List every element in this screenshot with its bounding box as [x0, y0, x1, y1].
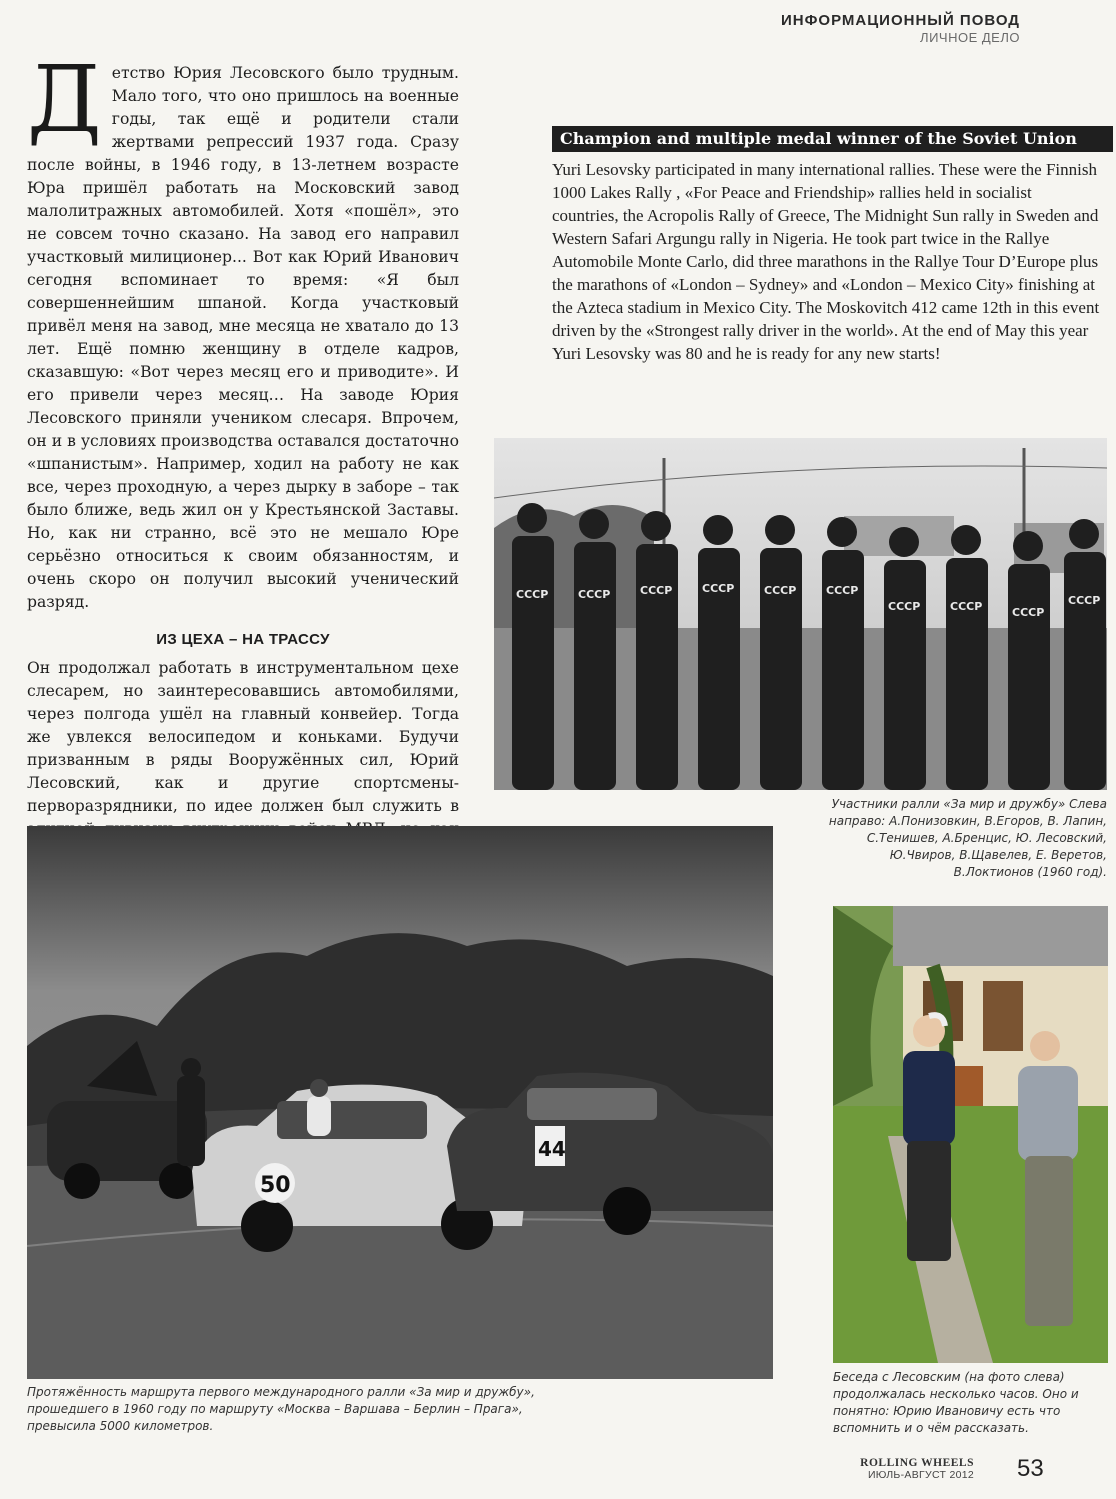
team-photo [494, 438, 1107, 790]
subsection-title: ЛИЧНОЕ ДЕЛО [920, 30, 1020, 45]
magazine-issue: ИЮЛЬ-АВГУСТ 2012 [867, 1469, 974, 1481]
article-column [27, 46, 459, 864]
jersey-text: СССР [888, 600, 921, 613]
car-number-50: 50 [260, 1173, 291, 1198]
jersey-text: СССР [826, 584, 859, 597]
team-photo-caption: Участники ралли «За мир и дружбу» Слева направо: А.Понизовкин, В.Егоров, В. Лапин, С.Тенишев, А.Бренцис, Ю. Лесовский, Ю.Чвиров, В.Щавелев, Е. Веретов, В.Локтионов (1960 год). [828, 797, 1107, 879]
magazine-name: ROLLING WHEELS [860, 1457, 974, 1469]
jersey-text: СССР [1068, 594, 1101, 607]
jersey-text: СССР [640, 584, 673, 597]
english-summary-title: Champion and multiple medal winner of the Soviet Union [552, 126, 1113, 152]
car-number-44: 44 [538, 1137, 566, 1161]
article-paragraph-2: Он продолжал работать в инструментальном цехе слесарем, но заинтересовавшись автомобилями, через полгода ушёл на главный конвейер. Тогда же увлекся велосипедом и коньками. Будучи призванным в ряды Вооружённых сил, Юрий Лесовский, как и другие спортсмены-перворазрядники, по идее должен был служить в [27, 659, 459, 815]
rally-cars-caption: Протяжённость маршрута первого международного ралли «За мир и дружбу», прошедшего в 1960 году по маршруту «Москва – Варшава – Берлин – Прага», превысила 5000 километров. [27, 1385, 535, 1433]
garden-photo-caption: Беседа с Лесовским (на фото слева) продолжалась несколько часов. Оно и понятно: Юрию Ивановичу есть что вспомнить и о чём рассказать. [833, 1370, 1079, 1435]
page-number: 53 [1017, 1455, 1044, 1482]
jersey-text: СССР [764, 584, 797, 597]
jersey-text: СССР [516, 588, 549, 601]
jersey-text: СССР [950, 600, 983, 613]
garden-conversation-photo [833, 906, 1108, 1363]
english-summary-text: Yuri Lesovsky participated in many international rallies. These were the Finnish 1000 Lakes Rally , «For Peace and Friendship» rallies held in socialist countries, the Acropolis Rally of Greece, The Midnight Sun rally in Sweden and Western Safari Argungu rally in Nigeria. He took part twice in the Rallye Automobile Monte Carlo, did three marathons in the Rallye Tour D’Europe plus the marathons of «London – Sydney» and «London – Mexico City» finishing at the Azteca stadium in Mexico City. The Moskovitch 412 came 12th in this event driven by the «Strongest rally driver in the world». At the end of May this year Yuri Lesovsky was 80 and he is ready for any new starts! [552, 160, 1100, 363]
paragraph-1-text: етство Юрия Лесовского было трудным. Мало того, что оно пришлось на военные годы, так ещё и родители стали жертвами репрессий 1937 года. Сразу после войны, в 1946 году, в 13-летнем возрасте Юра пришёл работать на Московский завод малолитражных автомобилей. Хотя «пошёл», это не совсем точно сказано. На завод его направил участковый милиционер... Вот как Юрий Иванович сегодня вспоминает то время: «Я был совершеннейшим шпаной. Когда участковый привёл меня на завод, мне месяца не хватало до 13 лет. Ещё помню женщину в отделе кадров, сказавшую: «Вот через месяц его и приводите». И его привели через месяц… На заводе Юрия Лесовского приняли учеником слесаря. Впрочем, он и в условиях производства оставался достаточно «шпанистым». Например, ходил на работу не как все, через проходную, а через дырку в заборе – так было ближе, ведь жил он у Крестьянской Заставы. Но, как ни странно, всё это не мешало Юре серьёзно относиться к своим обязанностям, и очень скоро он получил высокий ученический разряд. [27, 64, 459, 611]
rally-cars-photo [27, 826, 773, 1379]
section-title: ИНФОРМАЦИОННЫЙ ПОВОД [781, 12, 1020, 29]
jersey-text: СССР [702, 582, 735, 595]
jersey-text: СССР [578, 588, 611, 601]
running-header [781, 12, 1020, 45]
jersey-text: СССР [1012, 606, 1045, 619]
dropcap-letter: Д [27, 46, 102, 153]
magazine-footer [840, 1457, 974, 1481]
article-subheading: ИЗ ЦЕХА – НА ТРАССУ [156, 631, 330, 648]
english-summary-box [552, 126, 1113, 365]
article-paragraph-1 [27, 46, 459, 614]
